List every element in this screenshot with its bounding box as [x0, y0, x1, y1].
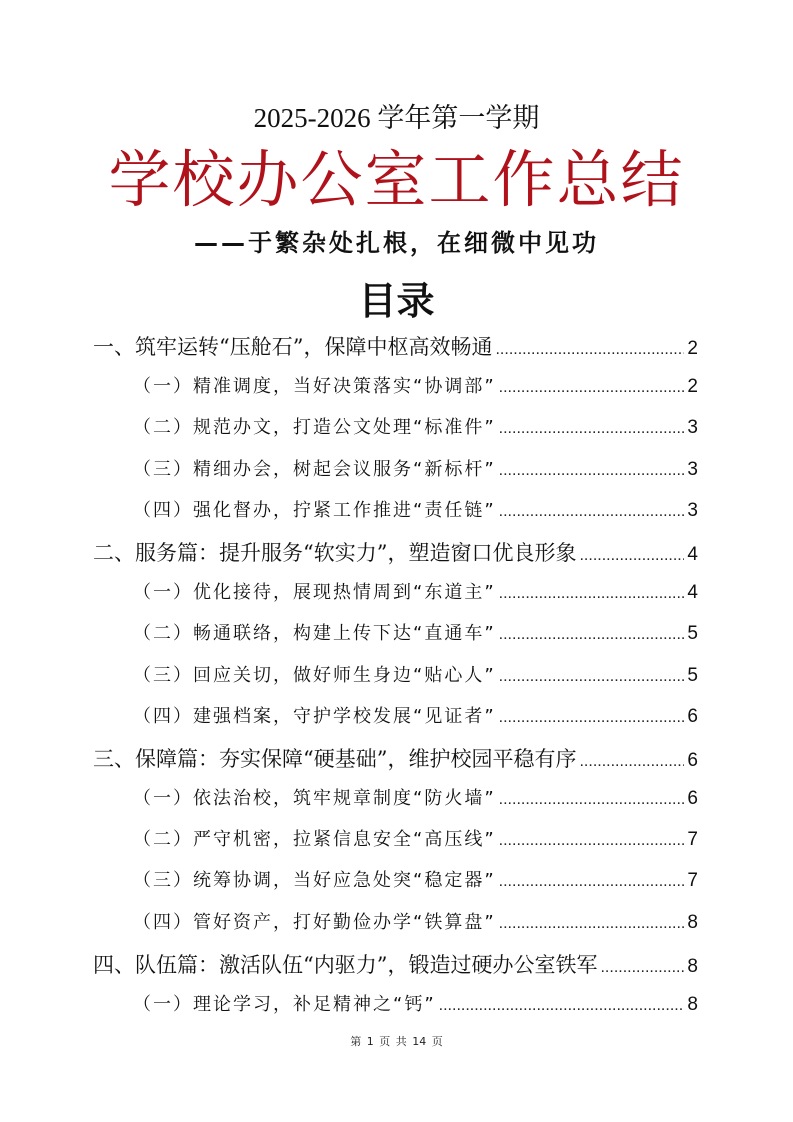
toc-page-number: 2 — [687, 376, 698, 398]
toc-entry[interactable] — [93, 702, 698, 743]
toc-entry[interactable] — [93, 455, 698, 496]
toc-page-number: 7 — [687, 870, 698, 892]
document-title: 学校办公室工作总结 — [108, 143, 685, 216]
term-heading: 2025-2026 学年第一学期 — [253, 103, 540, 133]
document-subtitle: ——于繁杂处扎根，在细微中见功 — [194, 229, 599, 257]
dot-leader — [495, 341, 684, 359]
toc-entry-text: （一）依法治校，筑牢规章制度“防火墙” — [133, 788, 496, 810]
toc-page-number: 3 — [687, 417, 698, 439]
dot-leader — [499, 873, 685, 891]
toc-entry-text: （三）回应关切，做好师生身边“贴心人” — [133, 664, 496, 686]
dot-leader — [579, 753, 684, 771]
dot-leader — [499, 585, 685, 603]
toc-page-number: 3 — [687, 458, 698, 480]
dot-leader — [499, 709, 685, 727]
page-footer: 第 1 页 共 14 页 — [350, 1035, 443, 1048]
dot-leader — [499, 420, 685, 438]
table-of-contents — [93, 331, 698, 1031]
dot-leader — [499, 791, 685, 809]
toc-entry[interactable] — [93, 413, 698, 454]
toc-entry[interactable] — [93, 743, 698, 784]
dot-leader — [499, 915, 685, 933]
toc-entry[interactable] — [93, 331, 698, 372]
toc-entry-text: （三）统筹协调，当好应急处突“稳定器” — [133, 870, 496, 892]
toc-entry[interactable] — [93, 578, 698, 619]
toc-entry-text: （四）建强档案，守护学校发展“见证者” — [133, 705, 496, 727]
toc-page-number: 4 — [687, 582, 698, 604]
toc-entry-text: 四、队伍篇：激活队伍“内驱力”，锻造过硬办公室铁军 — [93, 952, 598, 977]
dot-leader — [499, 503, 685, 521]
dot-leader — [499, 668, 685, 686]
toc-page-number: 8 — [687, 994, 698, 1015]
toc-entry-text: 二、服务篇：提升服务“软实力”，塑造窗口优良形象 — [93, 540, 577, 565]
toc-entry[interactable] — [93, 866, 698, 907]
toc-entry-text: （一）精准调度，当好决策落实“协调部” — [133, 376, 496, 398]
dot-leader — [499, 379, 685, 397]
dot-leader — [499, 462, 685, 480]
dot-leader — [499, 626, 685, 644]
toc-entry-text: （四）管好资产，打好勤俭办学“铁算盘” — [133, 911, 496, 933]
toc-entry[interactable] — [93, 496, 698, 537]
dot-leader — [499, 832, 685, 850]
toc-entry[interactable] — [93, 372, 698, 413]
toc-entry[interactable] — [93, 825, 698, 866]
toc-page-number: 6 — [687, 788, 698, 810]
toc-entry[interactable] — [93, 537, 698, 578]
toc-entry-text: 三、保障篇：夯实保障“硬基础”，维护校园平稳有序 — [93, 746, 577, 771]
toc-page-number: 2 — [687, 338, 698, 359]
toc-entry-text: （二）严守机密，拉紧信息安全“高压线” — [133, 829, 496, 851]
toc-entry-text: （四）强化督办，拧紧工作推进“责任链” — [133, 499, 496, 521]
toc-page-number: 7 — [687, 829, 698, 851]
toc-entry[interactable] — [93, 949, 698, 990]
toc-entry[interactable] — [93, 784, 698, 825]
toc-page-number: 6 — [687, 705, 698, 727]
toc-entry-text: （一）理论学习，补足精神之“钙” — [133, 994, 436, 1015]
dot-leader — [439, 997, 685, 1015]
toc-page-number: 5 — [687, 664, 698, 686]
toc-page-number: 6 — [687, 749, 698, 771]
toc-title: 目录 — [358, 279, 435, 323]
toc-entry-text: （二）规范办文，打造公文处理“标准件” — [133, 417, 496, 439]
dot-leader — [579, 547, 684, 565]
toc-entry-text: （一）优化接待，展现热情周到“东道主” — [133, 582, 496, 604]
toc-entry[interactable] — [93, 619, 698, 660]
toc-entry[interactable] — [93, 908, 698, 949]
toc-entry[interactable] — [93, 990, 698, 1031]
toc-page-number: 3 — [687, 499, 698, 521]
toc-entry[interactable] — [93, 661, 698, 702]
toc-page-number: 8 — [687, 955, 698, 977]
dot-leader — [600, 959, 684, 977]
toc-entry-text: （三）精细办会，树起会议服务“新标杆” — [133, 458, 496, 480]
toc-entry-text: （二）畅通联络，构建上传下达“直通车” — [133, 623, 496, 645]
toc-page-number: 4 — [687, 543, 698, 565]
toc-page-number: 8 — [687, 911, 698, 933]
toc-entry-text: 一、筑牢运转“压舱石”，保障中枢高效畅通 — [93, 335, 493, 359]
toc-page-number: 5 — [687, 623, 698, 645]
